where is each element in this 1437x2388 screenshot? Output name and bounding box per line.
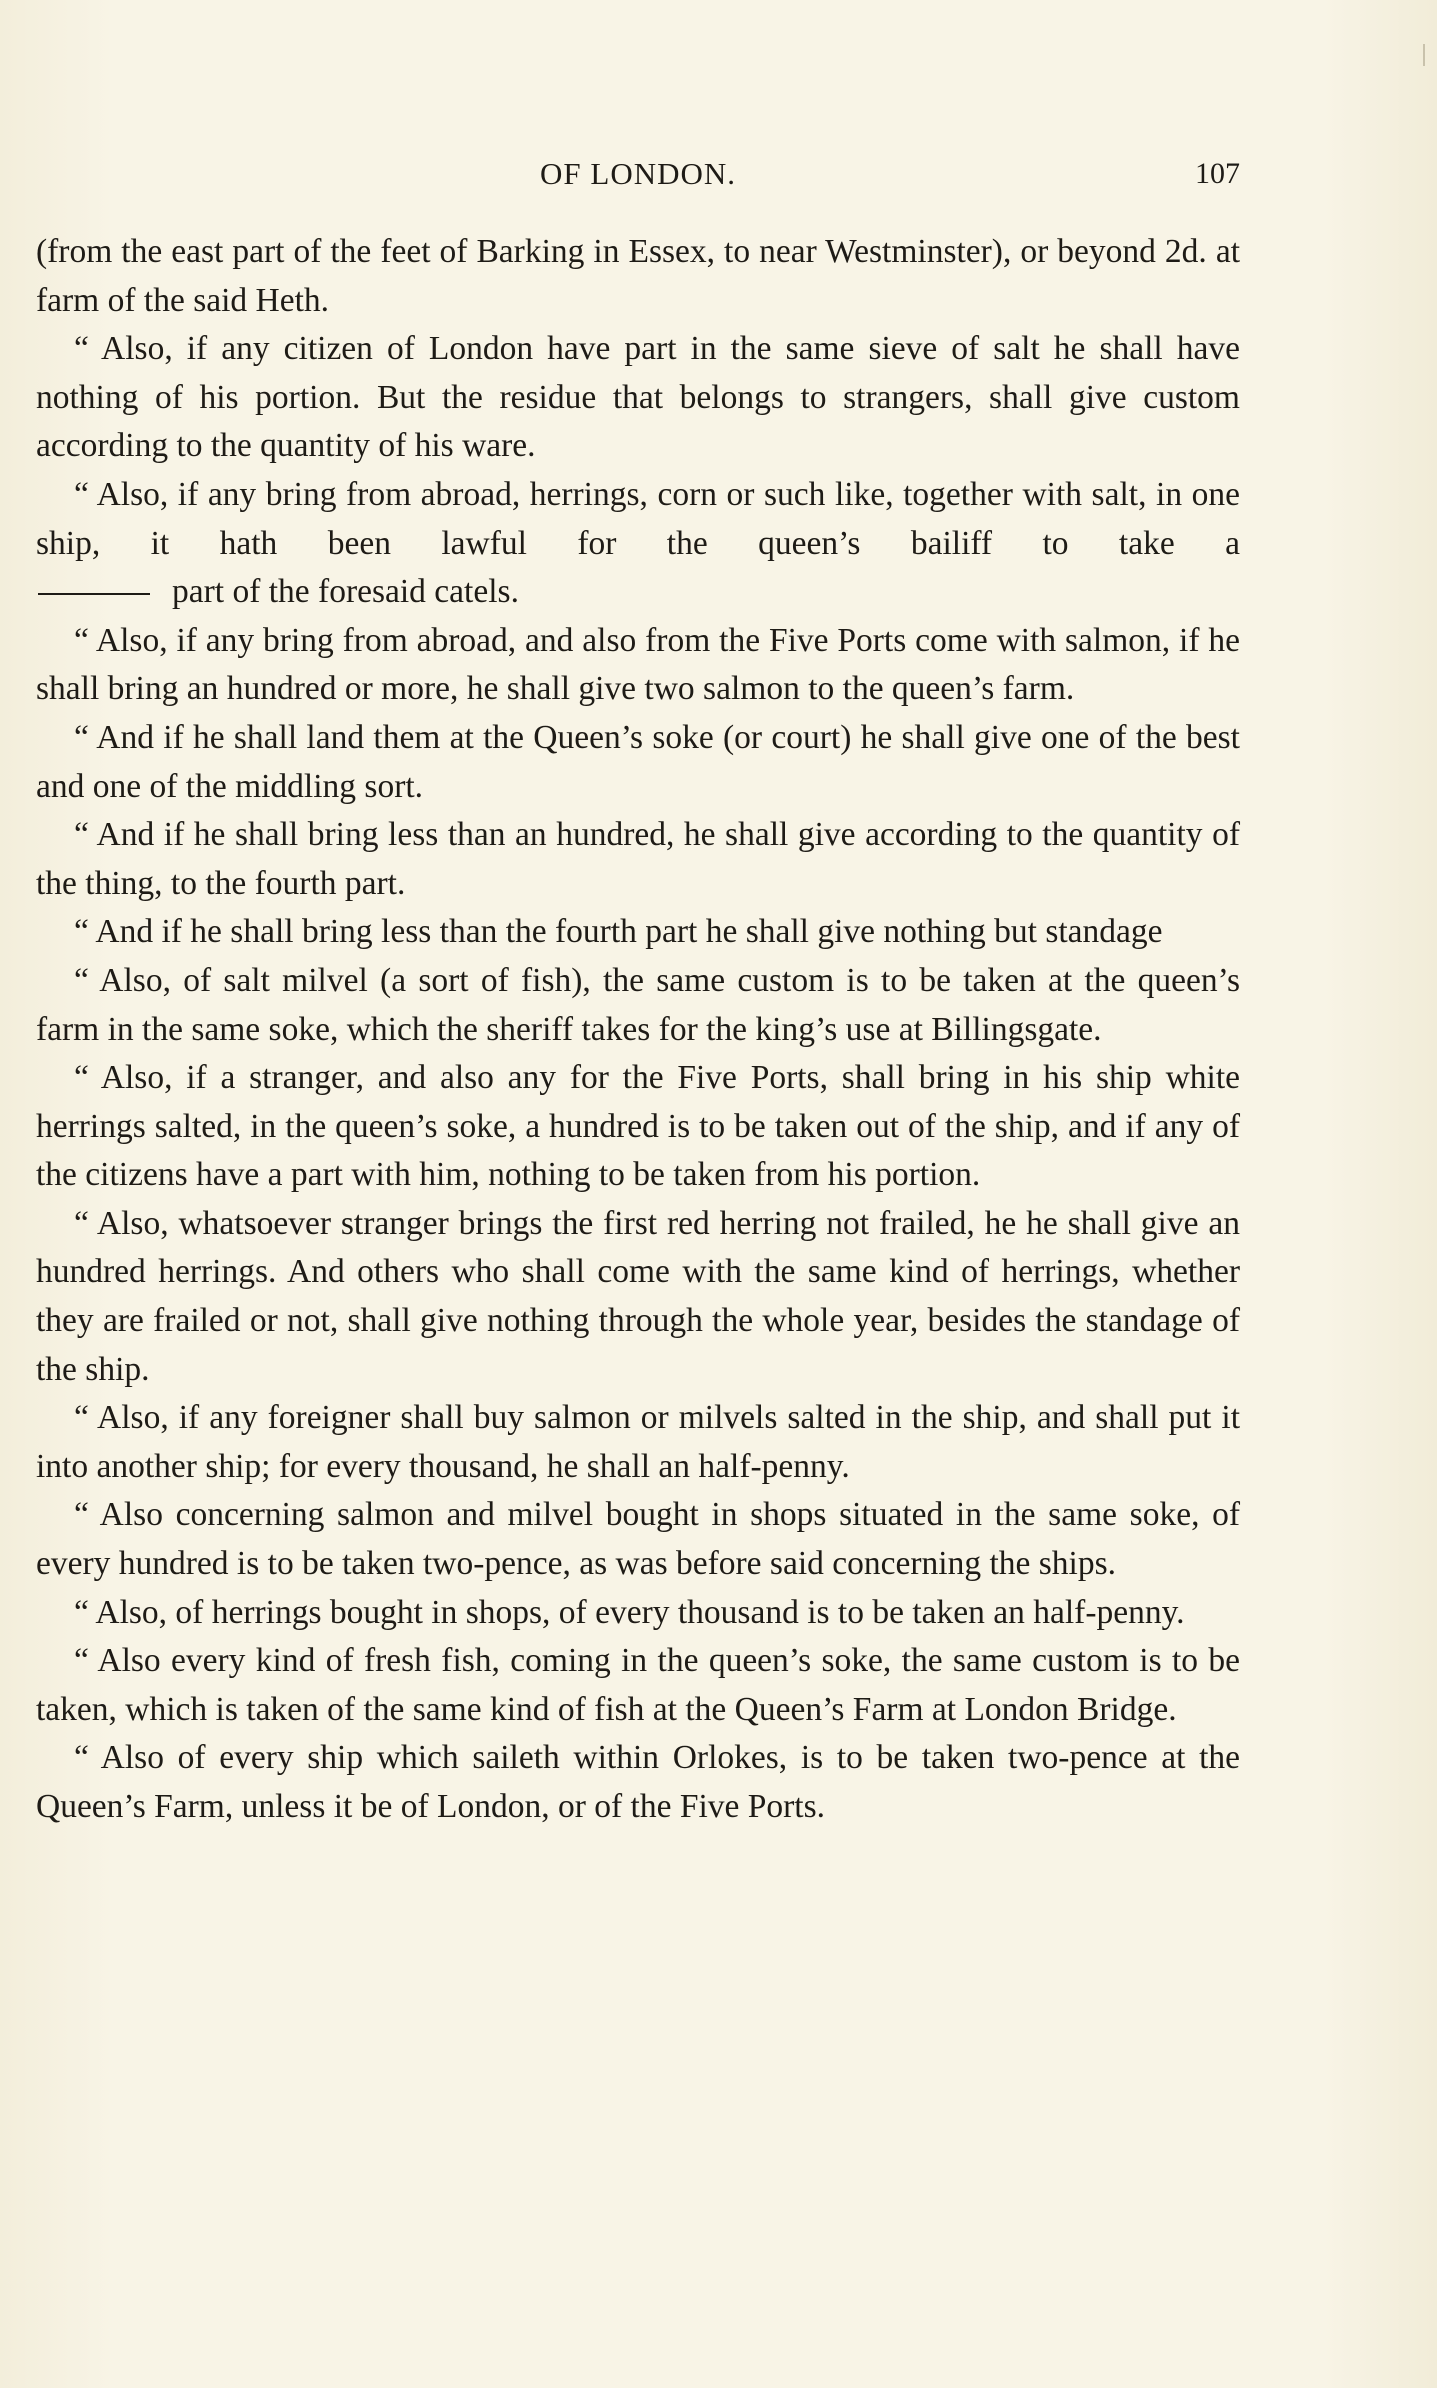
running-head	[36, 152, 1240, 196]
paragraph: “ And if he shall land them at the Queen’s soke (or court) he shall give one of the best and one of the middling sort.	[36, 718, 1240, 805]
paragraph: “ Also, if a stranger, and also any for the Five Ports, shall bring in his ship white herrings salted, in the queen’s soke, a hundred is to be taken out of the ship, and if any of the citizens have a part with him, nothing to be taken from his portion.	[36, 1059, 1240, 1194]
paragraph: (from the east part of the feet of Barking in Essex, to near Westminster), or beyond 2d. at farm of the said Heth.	[36, 233, 1240, 319]
running-title: OF LONDON.	[540, 156, 736, 191]
paragraph-continuation	[36, 568, 1240, 617]
paragraph: “ Also, whatsoever stranger brings the first red herring not frailed, he he shall give an hundred herrings. And others who shall come with the same kind of herrings, whether they are frailed or not, shall give nothing through the whole year, besides the standage of the ship.	[36, 1204, 1240, 1388]
paragraph: “ Also, of herrings bought in shops, of every thousand is to be taken an half-penny.	[74, 1593, 1185, 1631]
paragraph: “ Also, of salt milvel (a sort of fish), the same custom is to be taken at the queen’s farm in the same soke, which the sheriff takes for the king’s use at Billingsgate.	[36, 961, 1240, 1048]
continuation-text: part of the foresaid catels.	[172, 573, 519, 611]
paragraph: “ Also, if any foreigner shall buy salmon or milvels salted in the ship, and shall put it into another ship; for every thousand, he shall an half-penny.	[36, 1399, 1240, 1485]
page-edge-mark	[1423, 44, 1425, 66]
paragraph: “ And if he shall bring less than an hundred, he shall give according to the quantity of the thing, to the fourth part.	[36, 816, 1240, 902]
paragraph: “ Also, if any citizen of London have part in the same sieve of salt he shall have nothing of his portion. But the residue that belongs to strangers, shall give custom according to the quantity of his ware.	[36, 330, 1240, 465]
omission-dash	[38, 593, 150, 595]
page-number: 107	[1195, 157, 1240, 190]
paragraph: “ And if he shall bring less than the fourth part he shall give nothing but standage	[74, 913, 1163, 951]
body-text	[36, 228, 1240, 1832]
paragraph: “ Also of every ship which saileth within Orlokes, is to be taken two-pence at the Queen’s Farm, unless it be of London, or of the Five Ports.	[36, 1739, 1240, 1825]
paragraph: “ Also, if any bring from abroad, herrings, corn or such like, together with salt, in one ship, it hath been lawful for the queen’s bailiff to take a	[36, 475, 1240, 562]
paragraph: “ Also concerning salmon and milvel bought in shops situated in the same soke, of every hundred is to be taken two-pence, as was before said concerning the ships.	[36, 1496, 1240, 1583]
paragraph: “ Also every kind of fresh fish, coming in the queen’s soke, the same custom is to be taken, which is taken of the same kind of fish at the Queen’s Farm at London Bridge.	[36, 1642, 1240, 1728]
paragraph: “ Also, if any bring from abroad, and also from the Five Ports come with salmon, if he shall bring an hundred or more, he shall give two salmon to the queen’s farm.	[36, 621, 1240, 708]
